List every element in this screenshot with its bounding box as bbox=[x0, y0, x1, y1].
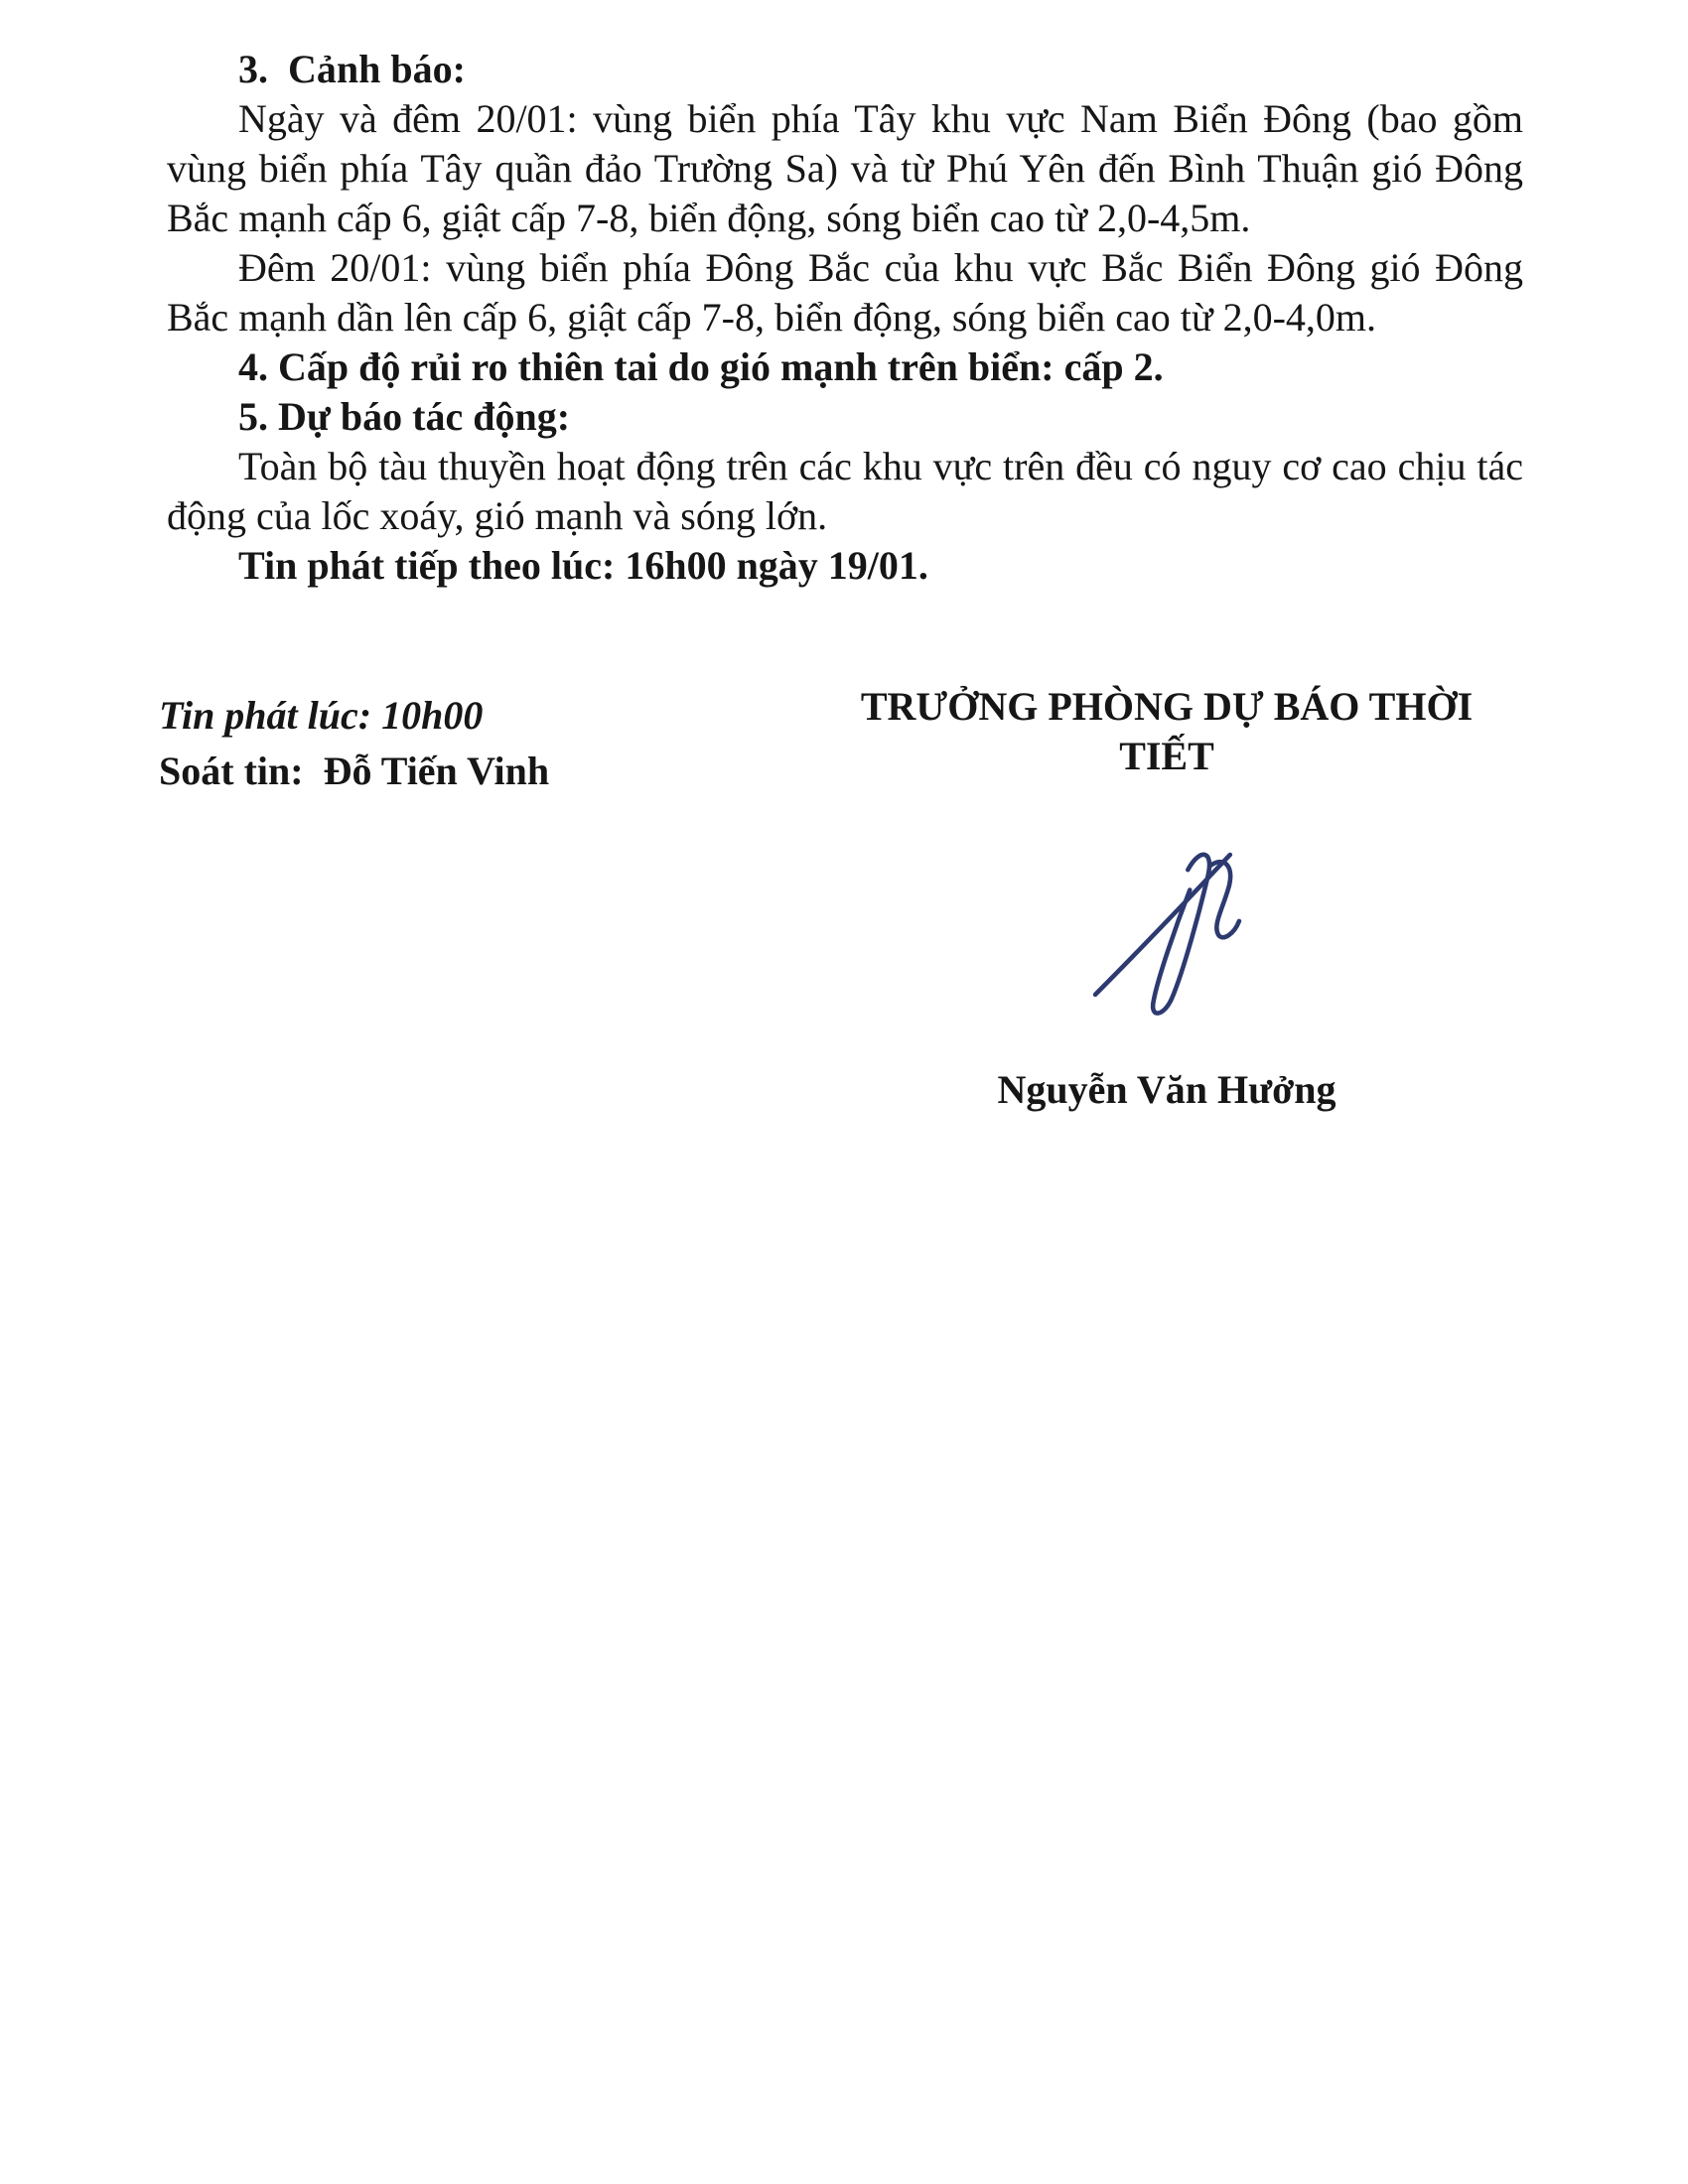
document-body bbox=[167, 45, 1523, 591]
section-4-heading: 4. Cấp độ rủi ro thiên tai do gió mạnh trên biển: cấp 2. bbox=[238, 344, 1164, 389]
section-3-heading: 3. Cảnh báo: bbox=[238, 47, 466, 91]
warning-paragraph-1: Ngày và đêm 20/01: vùng biển phía Tây khu vực Nam Biển Đông (bao gồm vùng biển phía Tây quần đảo Trường Sa) và từ Phú Yên đến Bình Thuận gió Đông Bắc mạnh cấp 6, giật cấp 7-8, biển động, sóng biển cao từ 2,0-4,5m. bbox=[167, 96, 1523, 240]
issue-info-block bbox=[159, 688, 549, 799]
issue-time-line: Tin phát lúc: 10h00 bbox=[159, 693, 484, 738]
handwritten-signature bbox=[1091, 841, 1242, 1024]
warning-paragraph-2: Đêm 20/01: vùng biển phía Đông Bắc của khu vực Bắc Biển Đông gió Đông Bắc mạnh dần lên cấp 6, giật cấp 7-8, biển động, sóng biển cao từ 2,0-4,0m. bbox=[167, 245, 1523, 340]
signature-stroke-loop bbox=[1153, 855, 1209, 1014]
signer-title: TRƯỞNG PHÒNG DỰ BÁO THỜI TIẾT bbox=[860, 684, 1474, 778]
signer-name: Nguyễn Văn Hưởng bbox=[997, 1067, 1336, 1112]
next-bulletin-line: Tin phát tiếp theo lúc: 16h00 ngày 19/01. bbox=[238, 543, 928, 588]
signature-block bbox=[839, 682, 1494, 1115]
section-5-heading: 5. Dự báo tác động: bbox=[238, 394, 571, 439]
checked-by-line: Soát tin: Đỗ Tiến Vinh bbox=[159, 749, 550, 793]
impact-paragraph: Toàn bộ tàu thuyền hoạt động trên các khu vực trên đều có nguy cơ cao chịu tác động của lốc xoáy, gió mạnh và sóng lớn. bbox=[167, 444, 1523, 538]
